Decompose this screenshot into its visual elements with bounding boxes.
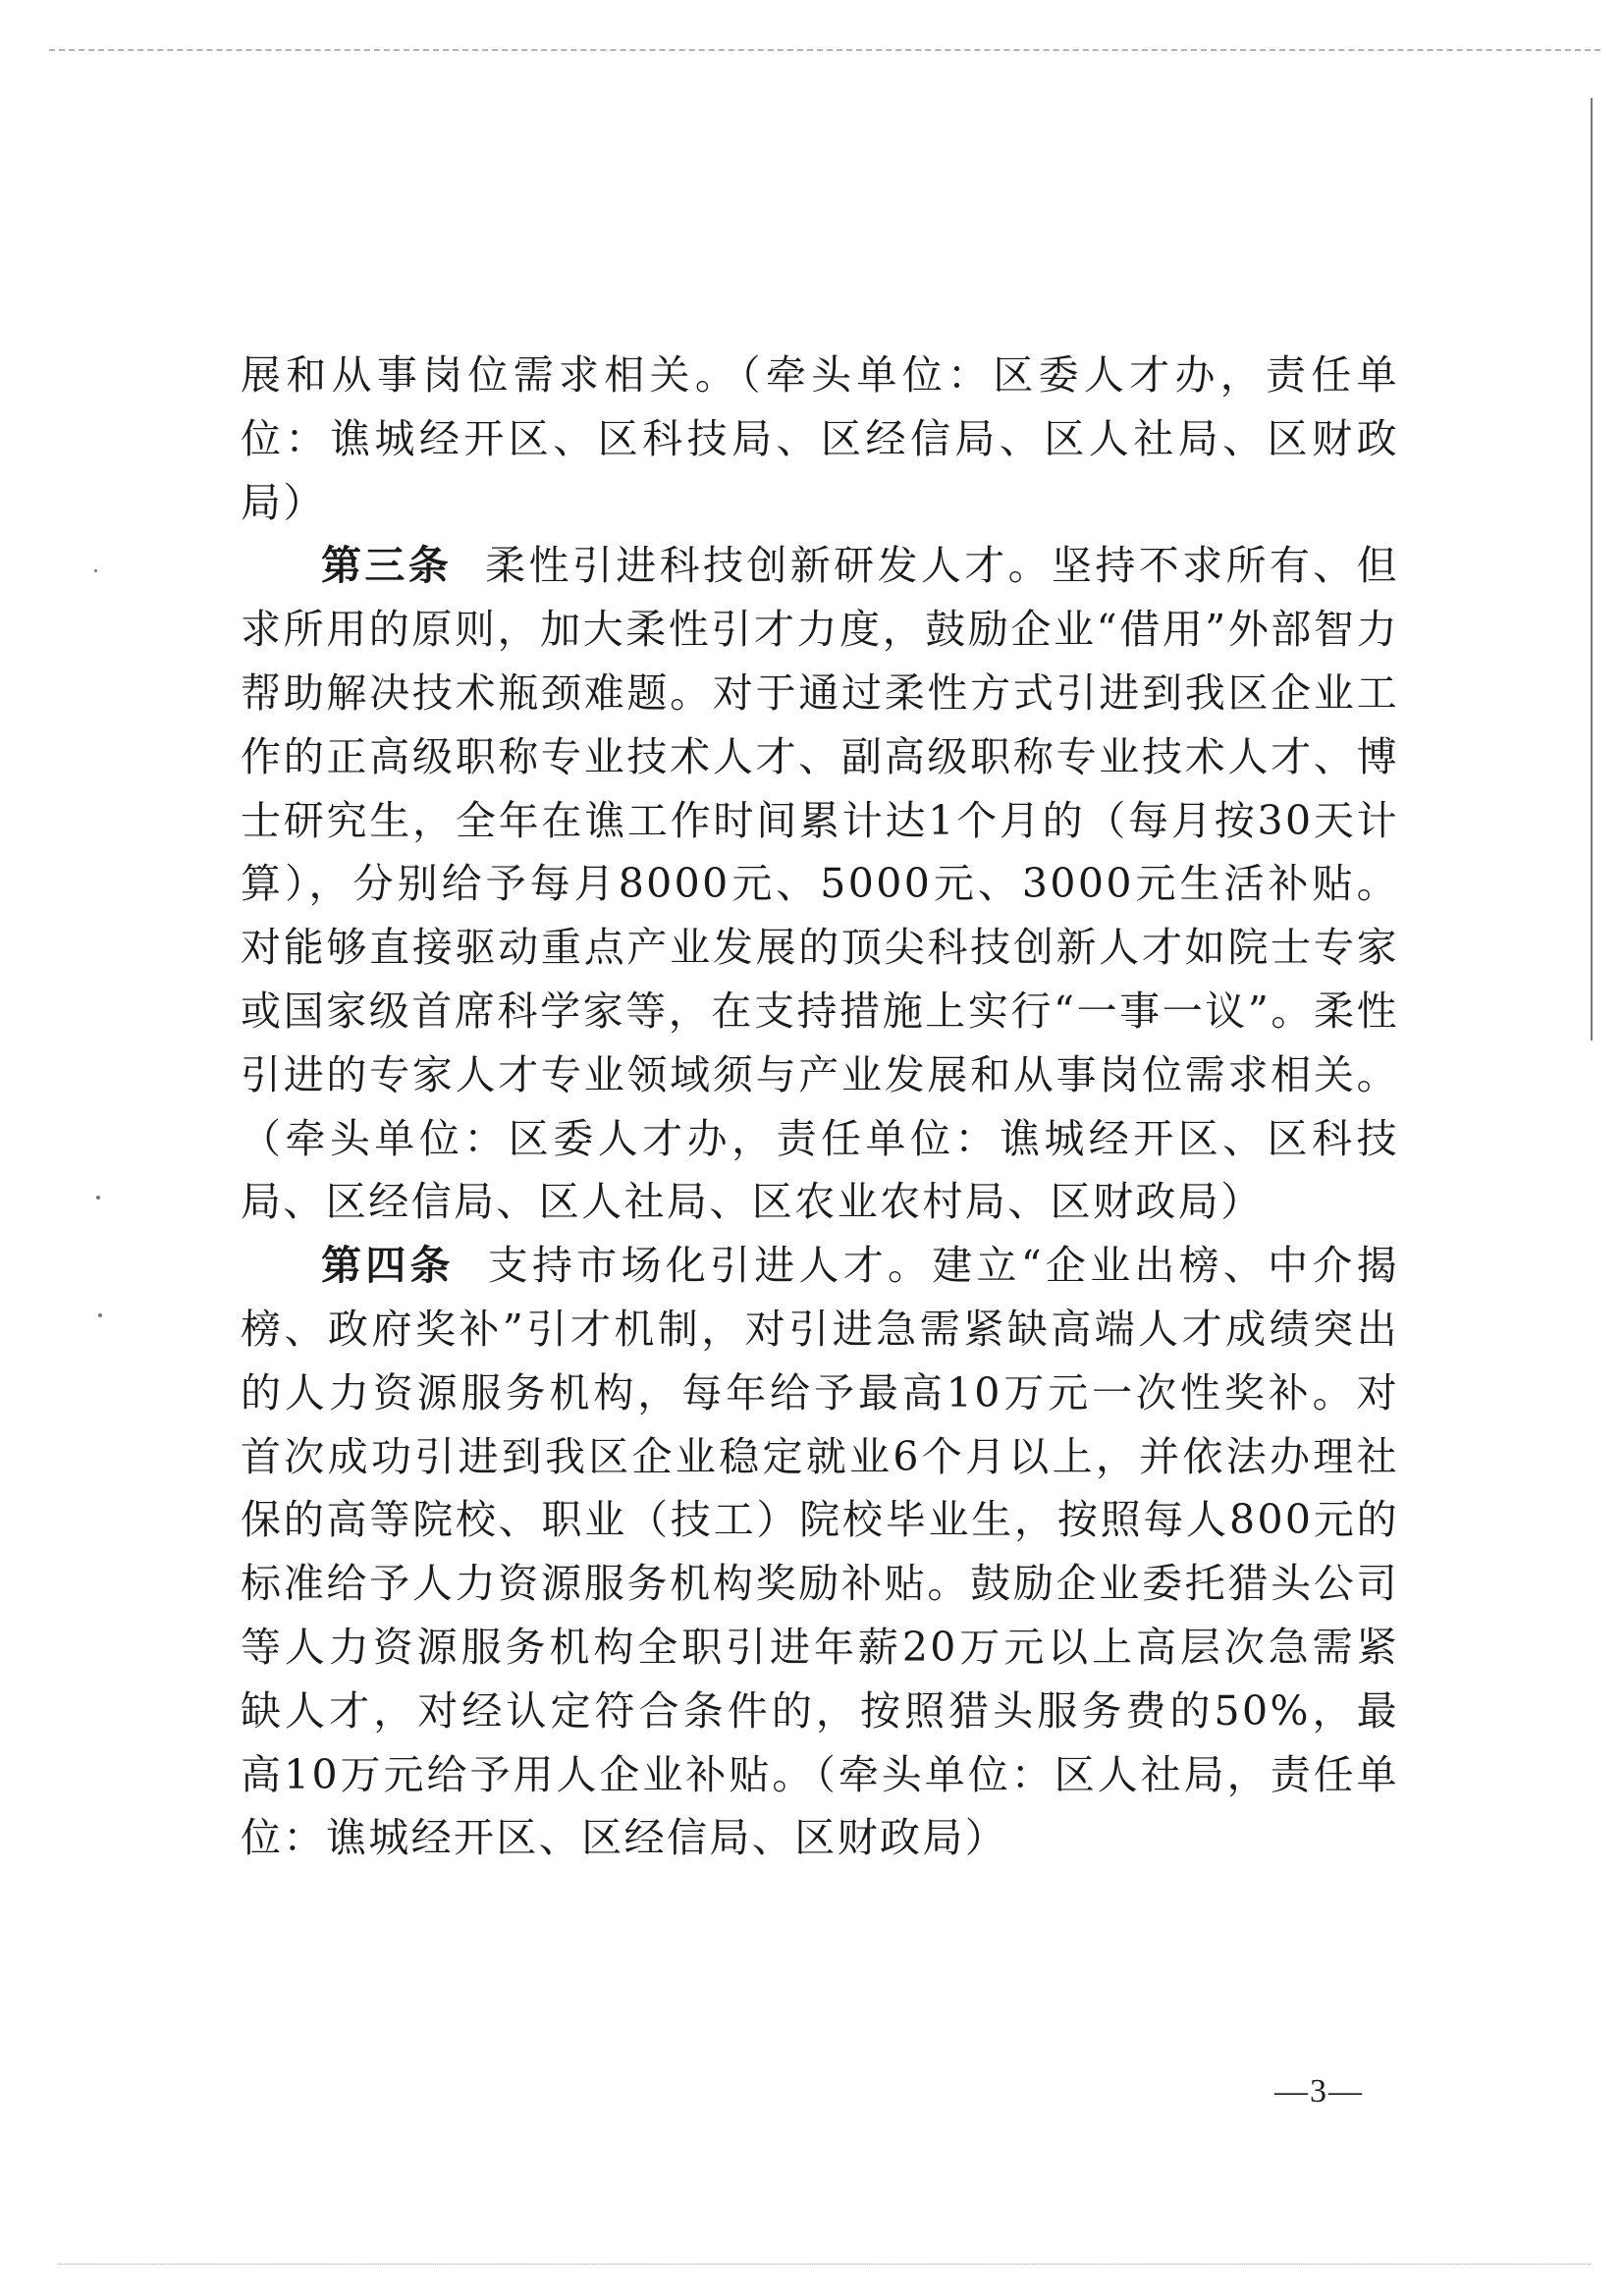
page-number: —3— xyxy=(1274,2073,1364,2109)
paragraph-text: 支持市场化引进人才。建立“企业出榜、中介揭榜、政府奖补”引才机制，对引进急需紧缺高端人才成绩突出的人力资源服务机构，每年给予最高10万元一次性奖补。对首次成功引进到我区企业稳定就业6个月以上，并依法办理社保的高等院校、职业（技工）院校毕业生，按照每人800元的标准给予人力资源服务机构奖励补贴。鼓励企业委托猎头公司等人力资源服务机构全职引进年薪20万元以上高层次急需紧缺人才，对经认定符合条件的，按照猎头服务费的50%，最高10万元给予用人企业补贴。（牵头单位：区人社局，责任单位：谯城经开区、区经信局、区财政局） xyxy=(241,1242,1400,1862)
scan-edge-bottom xyxy=(59,2264,1591,2265)
paragraph-text: 柔性引进科技创新研发人才。坚持不求所有、但求所用的原则，加大柔性引才力度，鼓励企业“借用”外部智力帮助解决技术瓶颈难题。对于通过柔性方式引进到我区企业工作的正高级职称专业技术人才、副高级职称专业技术人才、博士研究生，全年在谯工作时间累计达1个月的（每月按30天计算），分别给予每月8000元、5000元、3000元生活补贴。对能够直接驱动重点产业发展的顶尖科技创新人才如院士专家或国家级首席科学家等，在支持措施上实行“一事一议”。柔性引进的专家人才专业领域须与产业发展和从事岗位需求相关。（牵头单位：区委人才办，责任单位：谯城经开区、区科技局、区经信局、区人社局、区农业农村局、区财政局） xyxy=(241,542,1399,1226)
scan-speck xyxy=(98,1313,102,1317)
article-label: 第四条 xyxy=(321,1242,455,1290)
scan-edge-right xyxy=(1591,98,1593,1041)
article-three xyxy=(241,534,1399,1234)
scan-speck xyxy=(94,569,97,572)
article-label: 第三条 xyxy=(321,542,453,590)
paragraph-text: 展和从事岗位需求相关。（牵头单位：区委人才办，责任单位：谯城经开区、区科技局、区经信局、区人社局、区财政局） xyxy=(241,351,1399,526)
scan-edge-top xyxy=(49,49,1600,59)
article-four xyxy=(241,1234,1399,1870)
document-page xyxy=(241,344,1399,1870)
scan-speck xyxy=(96,1196,100,1200)
paragraph-continuation xyxy=(241,344,1399,534)
